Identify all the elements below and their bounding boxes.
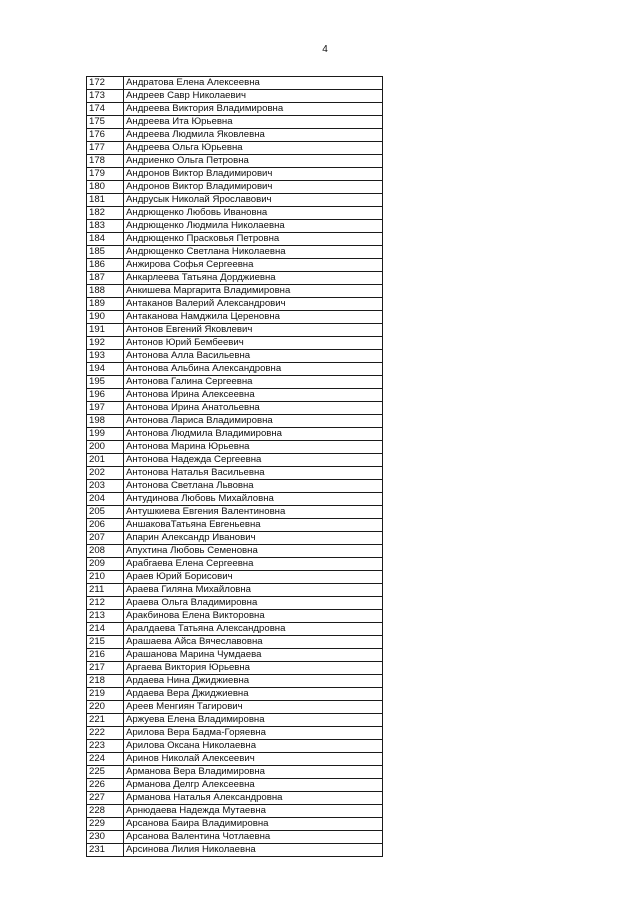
person-name: Анжирова Софья Сергеевна	[124, 259, 383, 272]
person-name: Антонова Марина Юрьевна	[124, 441, 383, 454]
person-name: Арашанова Марина Чумдаева	[124, 649, 383, 662]
person-name: Андреева Ольга Юрьевна	[124, 142, 383, 155]
row-number: 190	[87, 311, 124, 324]
table-row	[87, 779, 383, 792]
row-number: 193	[87, 350, 124, 363]
person-name: Антонов Юрий Бембеевич	[124, 337, 383, 350]
row-number: 229	[87, 818, 124, 831]
table-row	[87, 454, 383, 467]
table-row	[87, 545, 383, 558]
person-name: Арашаева Айса Вячеславовна	[124, 636, 383, 649]
person-name: Антонова Альбина Александровна	[124, 363, 383, 376]
person-name: Андриенко Ольга Петровна	[124, 155, 383, 168]
row-number: 227	[87, 792, 124, 805]
table-row	[87, 129, 383, 142]
person-name: Андреев Савр Николаевич	[124, 90, 383, 103]
person-name: Андреева Виктория Владимировна	[124, 103, 383, 116]
table-row	[87, 337, 383, 350]
person-name: Ардаева Вера Джиджиевна	[124, 688, 383, 701]
table-row	[87, 675, 383, 688]
person-name: Антонова Ирина Алексеевна	[124, 389, 383, 402]
person-name: Арсанова Валентина Чотлаевна	[124, 831, 383, 844]
row-number: 220	[87, 701, 124, 714]
table-row	[87, 142, 383, 155]
person-name: АншаковаТатьяна Евгеньевна	[124, 519, 383, 532]
table-row	[87, 727, 383, 740]
table-row	[87, 649, 383, 662]
person-name: Андрющенко Любовь Ивановна	[124, 207, 383, 220]
table-row	[87, 636, 383, 649]
table-row	[87, 740, 383, 753]
row-number: 223	[87, 740, 124, 753]
table-row	[87, 77, 383, 90]
table-row	[87, 311, 383, 324]
table-row	[87, 350, 383, 363]
row-number: 198	[87, 415, 124, 428]
table-row	[87, 467, 383, 480]
row-number: 212	[87, 597, 124, 610]
row-number: 177	[87, 142, 124, 155]
table-row	[87, 363, 383, 376]
row-number: 191	[87, 324, 124, 337]
row-number: 196	[87, 389, 124, 402]
row-number: 179	[87, 168, 124, 181]
person-name: Араев Юрий Борисович	[124, 571, 383, 584]
person-name: Араева Гиляна Михайловна	[124, 584, 383, 597]
person-name: Арманова Делгр Алексеевна	[124, 779, 383, 792]
table-row	[87, 207, 383, 220]
row-number: 206	[87, 519, 124, 532]
table-row	[87, 480, 383, 493]
row-number: 194	[87, 363, 124, 376]
table-row	[87, 688, 383, 701]
row-number: 226	[87, 779, 124, 792]
page-number: 4	[322, 44, 328, 55]
row-number: 204	[87, 493, 124, 506]
person-name: Анкишева Маргарита Владимировна	[124, 285, 383, 298]
names-table	[86, 76, 383, 857]
table-row	[87, 493, 383, 506]
row-number: 197	[87, 402, 124, 415]
person-name: Антонова Галина Сергеевна	[124, 376, 383, 389]
table-row	[87, 584, 383, 597]
person-name: Антонова Ирина Анатольевна	[124, 402, 383, 415]
table-row	[87, 532, 383, 545]
row-number: 217	[87, 662, 124, 675]
person-name: Ареев Менгиян Тагирович	[124, 701, 383, 714]
row-number: 184	[87, 233, 124, 246]
person-name: Арсинова Лилия Николаевна	[124, 844, 383, 857]
person-name: Апухтина Любовь Семеновна	[124, 545, 383, 558]
table-row	[87, 259, 383, 272]
table-row	[87, 558, 383, 571]
person-name: Аралдаева Татьяна Александровна	[124, 623, 383, 636]
table-row	[87, 571, 383, 584]
person-name: Антонова Алла Васильевна	[124, 350, 383, 363]
row-number: 219	[87, 688, 124, 701]
row-number: 225	[87, 766, 124, 779]
table-row	[87, 597, 383, 610]
row-number: 208	[87, 545, 124, 558]
table-row	[87, 376, 383, 389]
person-name: Аринов Николай Алексеевич	[124, 753, 383, 766]
row-number: 214	[87, 623, 124, 636]
table-row	[87, 753, 383, 766]
table-row	[87, 792, 383, 805]
table-row	[87, 298, 383, 311]
row-number: 216	[87, 649, 124, 662]
row-number: 201	[87, 454, 124, 467]
row-number: 228	[87, 805, 124, 818]
table-row	[87, 285, 383, 298]
table-row	[87, 831, 383, 844]
row-number: 224	[87, 753, 124, 766]
table-row	[87, 233, 383, 246]
person-name: Арабгаева Елена Сергеевна	[124, 558, 383, 571]
row-number: 182	[87, 207, 124, 220]
table-row	[87, 610, 383, 623]
row-number: 175	[87, 116, 124, 129]
table-row	[87, 272, 383, 285]
row-number: 178	[87, 155, 124, 168]
row-number: 183	[87, 220, 124, 233]
person-name: Андрющенко Людмила Николаевна	[124, 220, 383, 233]
person-name: Андронов Виктор Владимирович	[124, 181, 383, 194]
person-name: Андреева Людмила Яковлевна	[124, 129, 383, 142]
person-name: Арнюдаева Надежда Мутаевна	[124, 805, 383, 818]
row-number: 199	[87, 428, 124, 441]
person-name: Антаканов Валерий Александрович	[124, 298, 383, 311]
table-row	[87, 103, 383, 116]
person-name: Ардаева Нина Джиджиевна	[124, 675, 383, 688]
table-row	[87, 246, 383, 259]
person-name: Антаканова Намджила Цереновна	[124, 311, 383, 324]
person-name: Арманова Наталья Александровна	[124, 792, 383, 805]
row-number: 209	[87, 558, 124, 571]
row-number: 188	[87, 285, 124, 298]
table-row	[87, 519, 383, 532]
person-name: Аржуева Елена Владимировна	[124, 714, 383, 727]
row-number: 210	[87, 571, 124, 584]
row-number: 181	[87, 194, 124, 207]
table-row	[87, 155, 383, 168]
row-number: 185	[87, 246, 124, 259]
table-row	[87, 701, 383, 714]
person-name: Андронов Виктор Владимирович	[124, 168, 383, 181]
person-name: Антонова Надежда Сергеевна	[124, 454, 383, 467]
person-name: Антудинова Любовь Михайловна	[124, 493, 383, 506]
person-name: Арилова Вера Бадма-Горяевна	[124, 727, 383, 740]
row-number: 222	[87, 727, 124, 740]
table-row	[87, 506, 383, 519]
person-name: Арилова Оксана Николаевна	[124, 740, 383, 753]
table-body	[87, 77, 383, 857]
row-number: 207	[87, 532, 124, 545]
row-number: 202	[87, 467, 124, 480]
table-row	[87, 116, 383, 129]
row-number: 174	[87, 103, 124, 116]
table-row	[87, 441, 383, 454]
row-number: 186	[87, 259, 124, 272]
person-name: Апарин Александр Иванович	[124, 532, 383, 545]
row-number: 218	[87, 675, 124, 688]
person-name: Антонов Евгений Яковлевич	[124, 324, 383, 337]
row-number: 211	[87, 584, 124, 597]
person-name: Аргаева Виктория Юрьевна	[124, 662, 383, 675]
row-number: 180	[87, 181, 124, 194]
row-number: 230	[87, 831, 124, 844]
person-name: Анкарлеева Татьяна Дорджиевна	[124, 272, 383, 285]
table-row	[87, 623, 383, 636]
table-row	[87, 818, 383, 831]
row-number: 187	[87, 272, 124, 285]
table-row	[87, 428, 383, 441]
person-name: Антонова Лариса Владимировна	[124, 415, 383, 428]
person-name: Андрющенко Светлана Николаевна	[124, 246, 383, 259]
row-number: 205	[87, 506, 124, 519]
table-row	[87, 662, 383, 675]
person-name: Андреева Ита Юрьевна	[124, 116, 383, 129]
person-name: Антонова Наталья Васильевна	[124, 467, 383, 480]
row-number: 172	[87, 77, 124, 90]
person-name: Арманова Вера Владимировна	[124, 766, 383, 779]
table-row	[87, 844, 383, 857]
row-number: 200	[87, 441, 124, 454]
table-row	[87, 194, 383, 207]
table-row	[87, 402, 383, 415]
row-number: 231	[87, 844, 124, 857]
row-number: 176	[87, 129, 124, 142]
table-row	[87, 766, 383, 779]
row-number: 195	[87, 376, 124, 389]
table-row	[87, 805, 383, 818]
table-row	[87, 181, 383, 194]
table-row	[87, 714, 383, 727]
person-name: Антушкиева Евгения Валентиновна	[124, 506, 383, 519]
table-row	[87, 389, 383, 402]
person-name: Андрусык Николай Ярославович	[124, 194, 383, 207]
person-name: Антонова Людмила Владимировна	[124, 428, 383, 441]
person-name: Андратова Елена Алексеевна	[124, 77, 383, 90]
table-row	[87, 220, 383, 233]
row-number: 221	[87, 714, 124, 727]
row-number: 215	[87, 636, 124, 649]
row-number: 203	[87, 480, 124, 493]
table-row	[87, 90, 383, 103]
table-row	[87, 168, 383, 181]
table-row	[87, 324, 383, 337]
person-name: Антонова Светлана Львовна	[124, 480, 383, 493]
row-number: 173	[87, 90, 124, 103]
person-name: Андрющенко Прасковья Петровна	[124, 233, 383, 246]
person-name: Араева Ольга Владимировна	[124, 597, 383, 610]
person-name: Аракбинова Елена Викторовна	[124, 610, 383, 623]
person-name: Арсанова Баира Владимировна	[124, 818, 383, 831]
row-number: 189	[87, 298, 124, 311]
row-number: 192	[87, 337, 124, 350]
table-row	[87, 415, 383, 428]
row-number: 213	[87, 610, 124, 623]
